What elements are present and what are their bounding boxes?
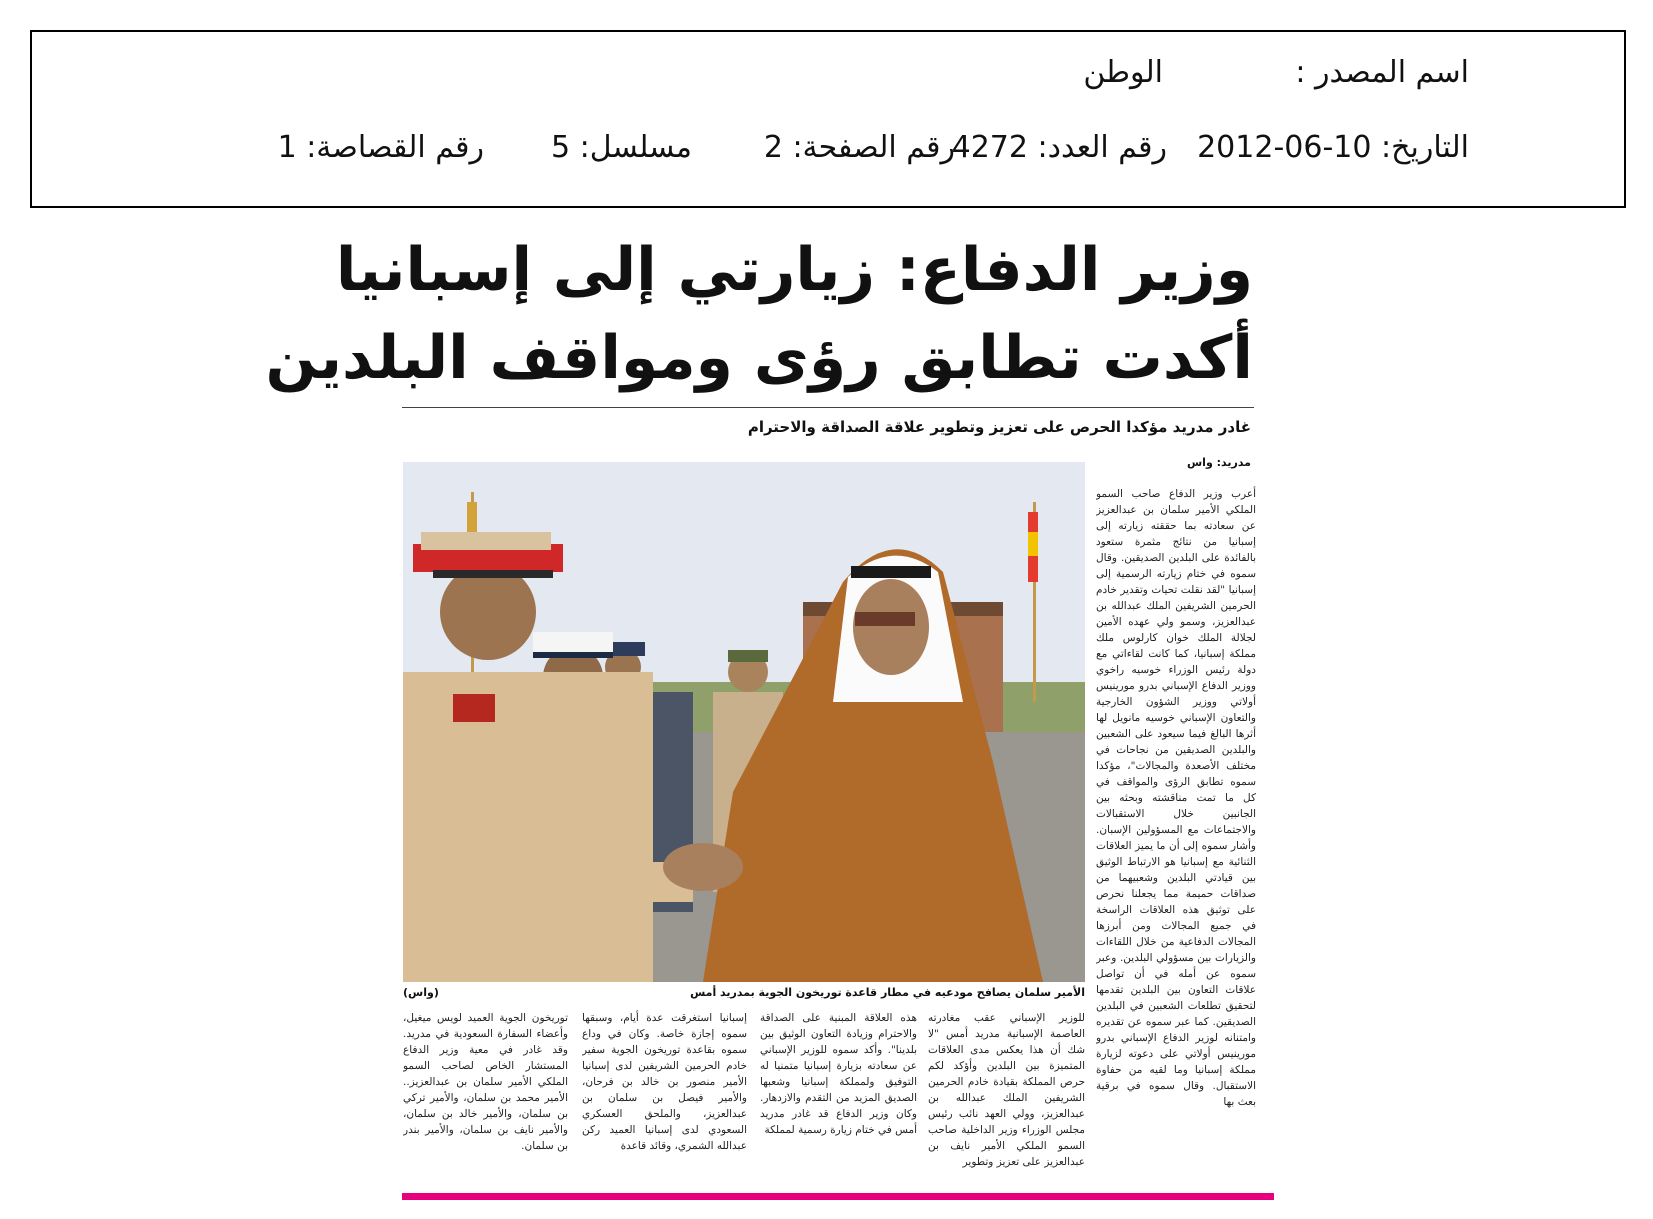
headline-line-1: وزير الدفاع: زيارتي إلى إسبانيا (335, 235, 1253, 305)
headline-rule (402, 407, 1254, 408)
body-column-3: هذه العلاقة المبنية على الصداقة والاحترام وزيادة التعاون الوثيق بين بلدينا". وأكد سموه للوزير الإسباني عن سعادته بزيارة إسبانيا متمنيا له التوفيق ولمملكة إسبانيا وشعبها الصديق المزيد من التقدم والازدهار. وكان وزير الدفاع قد غادر مدريد أمس في ختام زيارة رسمية لمملكة (760, 1012, 917, 1136)
serial-field: مسلسل: 5 (551, 130, 692, 165)
article-photo (403, 462, 1085, 982)
byline: مدريد: واس (1187, 456, 1251, 469)
page-field: رقم الصفحة: 2 (763, 130, 955, 165)
clip-field: رقم القصاصة: 1 (277, 130, 484, 165)
headline-line-2: أكدت تطابق رؤى ومواقف البلدين (265, 323, 1253, 393)
photo-handshake-icon (403, 462, 1085, 982)
source-label: اسم المصدر : (1295, 55, 1469, 90)
photo-caption-row (403, 986, 1085, 999)
issue-field: رقم العدد: 4272 (951, 130, 1167, 165)
body-column-1: أعرب وزير الدفاع صاحب السمو الملكي الأمير سلمان بن عبدالعزيز عن سعادته بما حققته زيارته إلى إسبانيا من نتائج مثمرة ستعود بالفائدة على البلدين الصديقين. وقال سموه في ختام زيارته الرسمية إلى إسبانيا "لقد نقلت تحيات وتقدير خادم الحرمين الشريفين الملك عبدالله بن عبدالعزيز، وسمو ولي عهده الأمين لجلالة الملك خوان كارلوس ملك مملكة إسبانيا، كما كانت لقاءاتي مع دولة رئيس الوزراء خوسيه راخوي ووزير الدفاع الإسباني بدرو مورينيس أولاتي ووزير الشؤون الخارجية والتعاون الإسباني خوسيه مانويل لها أثرها البالغ فيما سيعود على الشعبين والبلدين الصديقين من نجاحات في مختلف الأصعدة والمجالات"، مؤكدا سموه تطابق الرؤى والمواقف في كل ما تمت مناقشته وبحثه بين الجانبين خلال الاستقبالات والاجتماعات مع المسؤولين الإسبان. وأشار سموه إلى أن ما يميز العلاقات الثنائية مع إسبانيا هو الارتباط الوثيق بين قيادتي البلدين وشعبيهما من صداقات حميمة مما يجعلنا نحرص على توثيق هذه العلاقات الراسخة في جميع المجالات ومن أبرزها المجالات الدفاعية من خلال اللقاءات والزيارات بين مسؤولي البلدين. وعبر سموه عن أمله في أن تواصل علاقات التعاون بين البلدين تقدمها لتحقيق تطلعات الشعبين في البلدين الصديقين. كما عبر سموه عن تقديره وامتنانه لوزير الدفاع الإسباني بدرو مورينيس أولاتي على دعوته لزيارة مملكة إسبانيا وما لقيه من حفاوة الاستقبال. وقال سموه في برقية بعث بها (1096, 488, 1256, 1108)
accent-bar (402, 1193, 1274, 1200)
subheadline: غادر مدريد مؤكدا الحرص على تعزيز وتطوير علاقة الصداقة والاحترام (747, 418, 1251, 436)
photo-caption: الأمير سلمان يصافح مودعيه في مطار قاعدة توريخون الجوية بمدريد أمس (690, 986, 1085, 999)
date-field: التاريخ: 10-06-2012 (1197, 130, 1469, 165)
source-value: الوطن (1083, 55, 1163, 90)
photo-credit: (واس) (403, 986, 439, 999)
body-column-4: إسبانيا استغرقت عدة أيام، وسبقها سموه إجازة خاصة. وكان في وداع سموه بقاعدة توريخون الجوية سفير خادم الحرمين الشريفين لدى إسبانيا الأمير منصور بن خالد بن فرحان، والأمير فيصل بن سلمان بن عبدالعزيز، والملحق العسكري السعودي لدى إسبانيا العميد ركن عبدالله الشمري، وقائد قاعدة (582, 1012, 747, 1152)
body-column-2: للوزير الإسباني عقب مغادرته العاصمة الإسبانية مدريد أمس "لا شك أن هذا يعكس مدى العلاقات المتميزة بين البلدين وأؤكد لكم حرص المملكة بقيادة خادم الحرمين الشريفين الملك عبدالله بن عبدالعزيز، وولي العهد نائب رئيس مجلس الوزراء وزير الداخلية صاحب السمو الملكي الأمير نايف بن عبدالعزيز على تعزيز وتطوير (928, 1012, 1085, 1168)
body-column-5: توريخون الجوية العميد لويس ميغيل، وأعضاء السفارة السعودية في مدريد. وقد غادر في معية وزير الدفاع المستشار الخاص لصاحب السمو الملكي الأمير سلمان بن عبدالعزيز.. الأمير محمد بن سلمان، والأمير تركي بن سلمان، والأمير خالد بن سلمان، والأمير نايف بن سلمان، والأمير بندر بن سلمان. (403, 1012, 568, 1152)
